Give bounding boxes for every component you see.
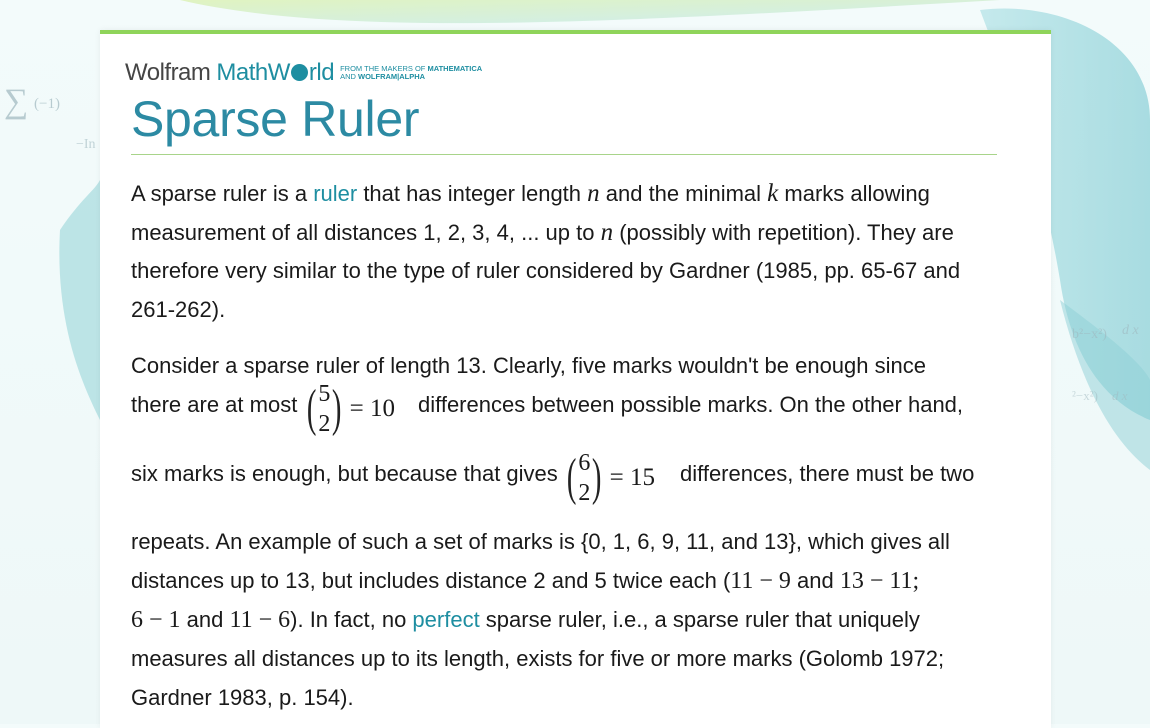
site-logo[interactable] [125, 58, 482, 88]
svg-text:d x: d x [1122, 323, 1139, 338]
paragraph-line: therefore very similar to the type of ruler considered by Gardner (1985, pp. 65-67 and [131, 258, 961, 283]
svg-text:d x: d x [1112, 388, 1128, 403]
brand-mathworld: MathW rld [216, 59, 335, 86]
math-expression: 11 − 6 [229, 607, 291, 633]
math-expression: 6 − 1 [131, 607, 181, 633]
page-title: Sparse Ruler [131, 91, 420, 147]
math-var-k: k [767, 180, 779, 207]
paragraph-line: measures all distances up to its length, exists for five or more marks (Golomb 1972; [131, 646, 945, 671]
paragraph-line: distances up to 13, but includes distance 2 and 5 twice each (11 − 9 and 13 − 11; [131, 568, 920, 594]
paragraph-line: repeats. An example of such a set of marks is {0, 1, 6, 9, 11, and 13}, which gives all [131, 529, 950, 554]
brand-wolfram: Wolfram [125, 59, 211, 86]
globe-icon [291, 64, 308, 81]
perfect-link[interactable]: perfect [412, 607, 480, 632]
brand-tagline: FROM THE MAKERS OF MATHEMATICA AND WOLFRAM|ALPHA [340, 64, 483, 81]
math-expression: 11 − 9 [730, 568, 791, 594]
math-var-n: n [600, 219, 614, 246]
paragraph-line: Gardner 1983, p. 154). [131, 685, 354, 710]
ruler-link[interactable]: ruler [313, 181, 358, 206]
paragraph-line: Consider a sparse ruler of length 13. Clearly, five marks wouldn't be enough since [131, 353, 926, 378]
paragraph-line: A sparse ruler is a ruler that has integer length n and the minimal k marks allowing [131, 180, 930, 207]
article-card [100, 30, 1051, 728]
svg-text:²−x²): ²−x²) [1072, 388, 1098, 403]
math-expression: 13 − 11; [839, 568, 920, 594]
title-divider [131, 154, 997, 155]
paragraph-line: 6 − 1 and 11 − 6). In fact, no perfect sparse ruler, i.e., a sparse ruler that uniquely [131, 607, 920, 633]
paragraph-line: there are at most [131, 392, 298, 417]
svg-text:−In: −In [76, 137, 96, 152]
svg-text:b²−x²): b²−x²) [1072, 327, 1107, 342]
paragraph-line: differences, there must be two [680, 461, 975, 486]
svg-text:∑: ∑ [4, 83, 29, 120]
paragraph-line: measurement of all distances 1, 2, 3, 4, ... up to n (possibly with repetition). They are [131, 219, 954, 246]
binomial-6-choose-2: ( 6 2 ) = 15 [566, 449, 656, 506]
paragraph-line: six marks is enough, but because that gives [131, 461, 558, 486]
binomial-5-choose-2: ( 5 2 ) = 10 [306, 380, 396, 437]
math-var-n: n [587, 180, 600, 207]
paragraph-line: differences between possible marks. On the other hand, [418, 392, 964, 417]
svg-text:(−1): (−1) [34, 96, 60, 112]
paragraph-line: 261-262). [131, 297, 226, 322]
